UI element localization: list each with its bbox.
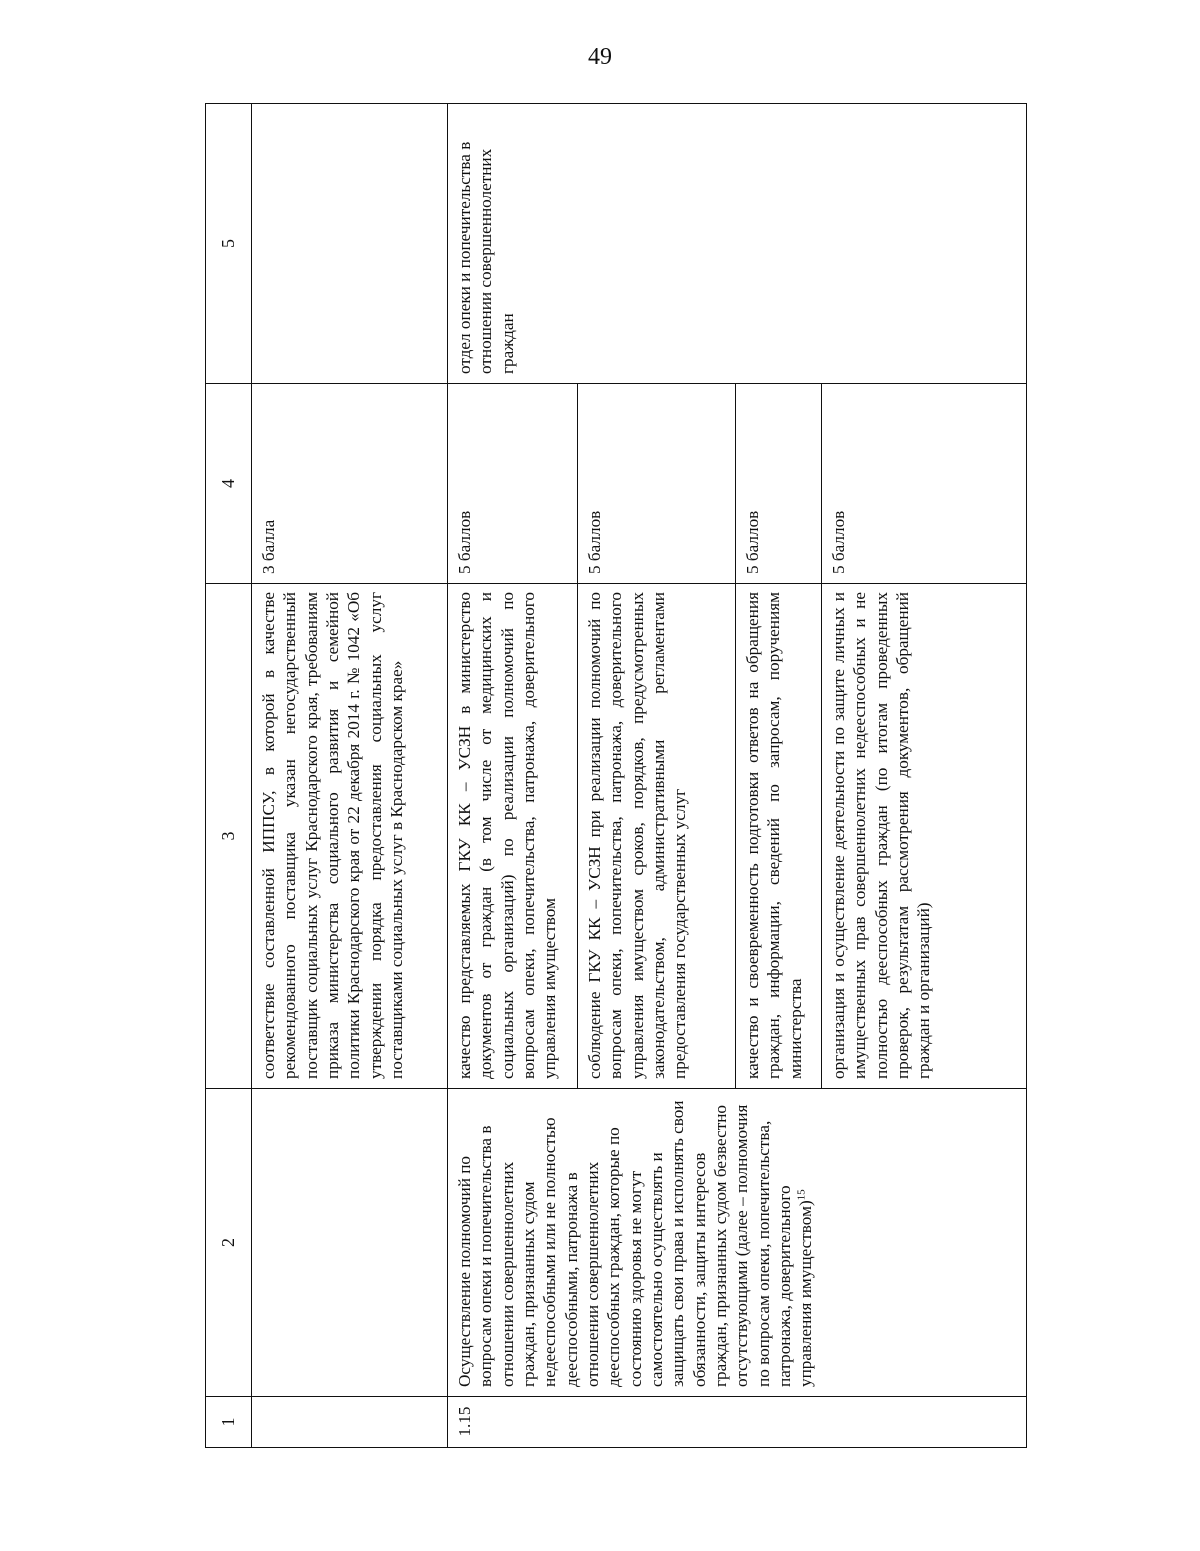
header-col-3: 3: [206, 584, 252, 1089]
criterion-cell: качество представляемых ГКУ КК – УСЗН в министерство документов от граждан (в том числе от медицинских и социальных организаций) по реализации полномочий по вопросам опеки, попечительства, патронажа, доверительного управления имуществом: [448, 584, 578, 1089]
empty-cell: [252, 1397, 448, 1448]
section-number: 1.15: [448, 1397, 1027, 1448]
table-row: [448, 104, 578, 1448]
responsible-cell: отдел опеки и попечительства в отношении совершеннолетних граждан: [448, 104, 1027, 384]
header-col-1: 1: [206, 1397, 252, 1448]
criteria-table: [205, 103, 1027, 1448]
score-cell: 3 балла: [252, 384, 448, 584]
score-cell: 5 баллов: [736, 384, 822, 584]
criterion-cell: качество и своевременность подготовки ответов на обращения граждан, информации, сведений по запросам, поручениям министерства: [736, 584, 822, 1089]
score-cell: 5 баллов: [448, 384, 578, 584]
rotated-table-container: [205, 104, 1027, 1448]
header-col-5: 5: [206, 104, 252, 384]
table-row: [252, 104, 448, 1448]
criterion-cell: соответствие составленной ИППСУ, в которой в качестве рекомендованного поставщика указан негосударственный поставщик социальных услуг Краснодарского края, требованиям приказа министерства социального развития и семейной политики Краснодарского края от 22 декабря 2014 г. № 1042 «Об утверждении порядка предоставления социальных услуг поставщиками социальных услуг в Краснодарском крае»: [252, 584, 448, 1089]
function-cell: [448, 1089, 1027, 1397]
criterion-cell: организация и осуществление деятельности по защите личных и имущественных прав совершеннолетних недееспособных и не полностью дееспособных граждан (по итогам проведенных проверок, результатам рассмотрения документов, обращений граждан и организаций): [822, 584, 1027, 1089]
empty-cell: [252, 1089, 448, 1397]
score-cell: 5 баллов: [822, 384, 1027, 584]
score-cell: 5 баллов: [578, 384, 736, 584]
page-number: 49: [588, 44, 612, 70]
header-col-2: 2: [206, 1089, 252, 1397]
empty-cell: [252, 104, 448, 384]
function-text: Осуществление полномочий по вопросам опеки и попечительства в отношении совершеннолетних граждан, признанных судом недееспособными или не полностью дееспособными, патронажа в отношении совершеннолетних дееспособных граждан, которые по состоянию здоровья не могут самостоятельно осуществлять и защищать свои права и исполнять свои обязанности, защиты интересов граждан, признанных судом безвестно отсутствующими (далее – полномочия по вопросам опеки, попечительства, патронажа, доверительного управления имуществом): [455, 1100, 816, 1387]
header-row: [206, 104, 252, 1448]
footnote-marker: 15: [795, 1189, 808, 1201]
header-col-4: 4: [206, 384, 252, 584]
criterion-cell: соблюдение ГКУ КК – УСЗН при реализации полномочий по вопросам опеки, попечительства, патронажа, доверительного управления имуществом сроков, порядков, предусмотренных законодательством, административными регламентами предоставления государственных услуг: [578, 584, 736, 1089]
